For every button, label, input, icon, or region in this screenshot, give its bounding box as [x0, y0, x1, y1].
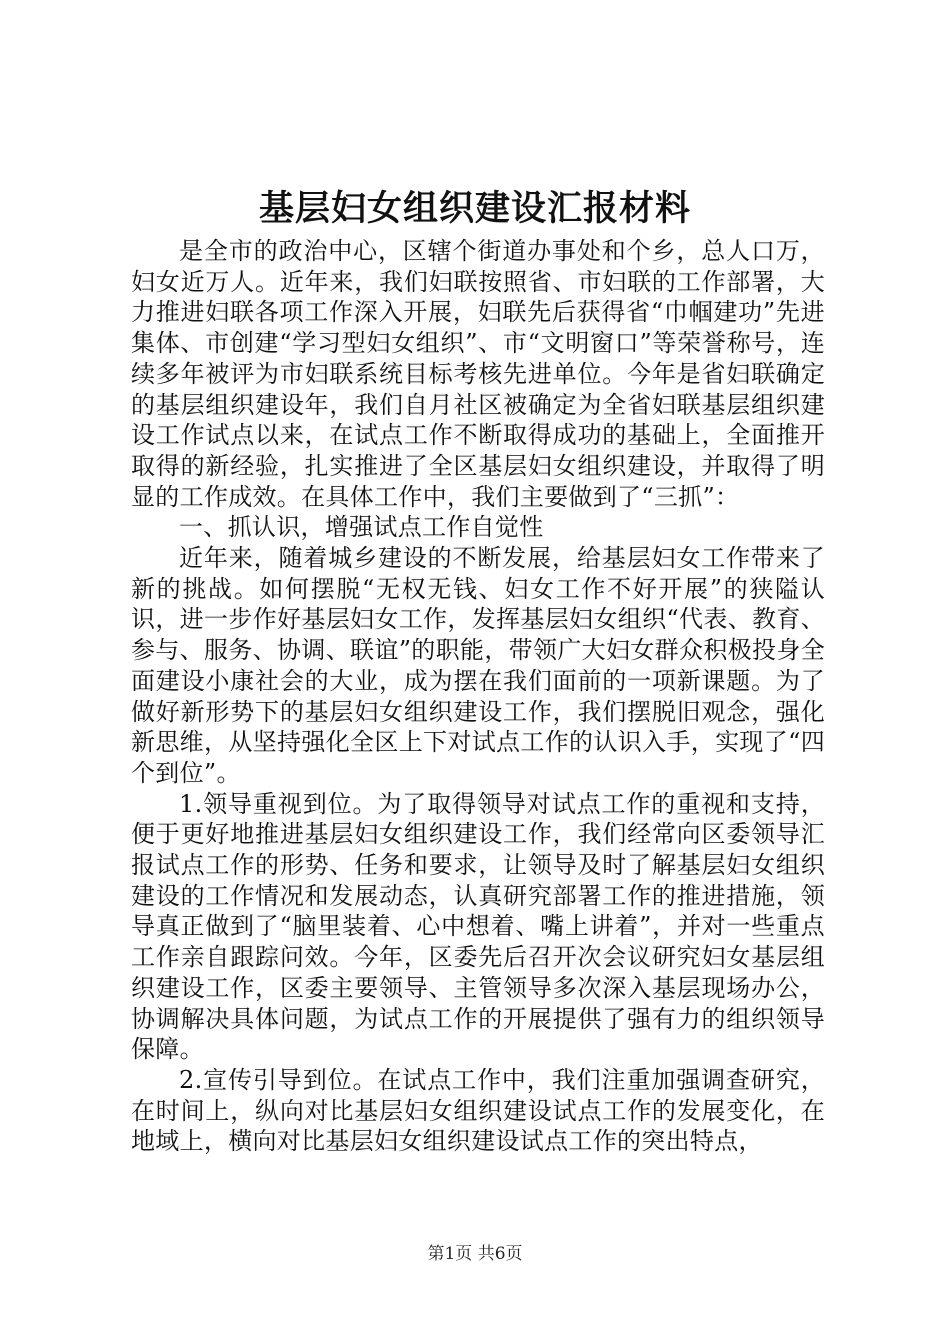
intro-paragraph: 是全市的政治中心，区辖个街道办事处和个乡，总人口万，妇女近万人。近年来，我们妇联按照省、市妇联的工作部署，大力推进妇联各项工作深入开展，妇联先后获得省“巾帼建功”先进集体、市创建“学习型妇女组织”、市“文明窗口”等荣誉称号，连续多年被评为市妇联系统目标考核先进单位。今年是省妇联确定的基层组织建设年，我们自月社区被确定为全省妇联基层组织建设工作试点以来，在试点工作不断取得成功的基础上，全面推开取得的新经验，扎实推进了全区基层妇女组织建设，并取得了明显的工作成效。在具体工作中，我们主要做到了“三抓”：	[131, 237, 825, 511]
item-paragraph-leadership: 1.领导重视到位。为了取得领导对试点工作的重视和支持，便于更好地推进基层妇女组织建设工作，我们经常向区委领导汇报试点工作的形势、任务和要求，让领导及时了解基层妇女组织建设的工作情况和发展动态，认真研究部署工作的推进措施，领导真正做到了“脑里装着、心中想着、嘴上讲着”，并对一些重点工作亲自跟踪问效。今年，区委先后召开次会议研究妇女基层组织建设工作，区委主要领导、主管领导多次深入基层现场办公，协调解决具体问题，为试点工作的开展提供了强有力的组织领导保障。	[131, 789, 825, 1064]
section-paragraph: 近年来，随着城乡建设的不断发展，给基层妇女工作带来了新的挑战。如何摆脱“无权无钱、妇女工作不好开展”的狭隘认识，进一步作好基层妇女工作，发挥基层妇女组织“代表、教育、参与、服务、协调、联谊”的职能，带领广大妇女群众积极投身全面建设小康社会的大业，成为摆在我们面前的一项新课题。为了做好新形势下的基层妇女组织建设工作，我们摆脱旧观念，强化新思维，从坚持强化全区上下对试点工作的认识入手，实现了“四个到位”。	[131, 544, 825, 787]
section-heading: 一、抓认识，增强试点工作自觉性	[179, 513, 544, 542]
document-body	[131, 236, 825, 1157]
page-number-footer: 第1页 共6页	[427, 1244, 523, 1264]
item-paragraph-publicity: 2.宣传引导到位。在试点工作中，我们注重加强调查研究，在时间上，纵向对比基层妇女组织建设试点工作的发展变化，在地域上，横向对比基层妇女组织建设试点工作的突出特点，	[131, 1065, 825, 1156]
document-title: 基层妇女组织建设汇报材料	[258, 188, 691, 229]
